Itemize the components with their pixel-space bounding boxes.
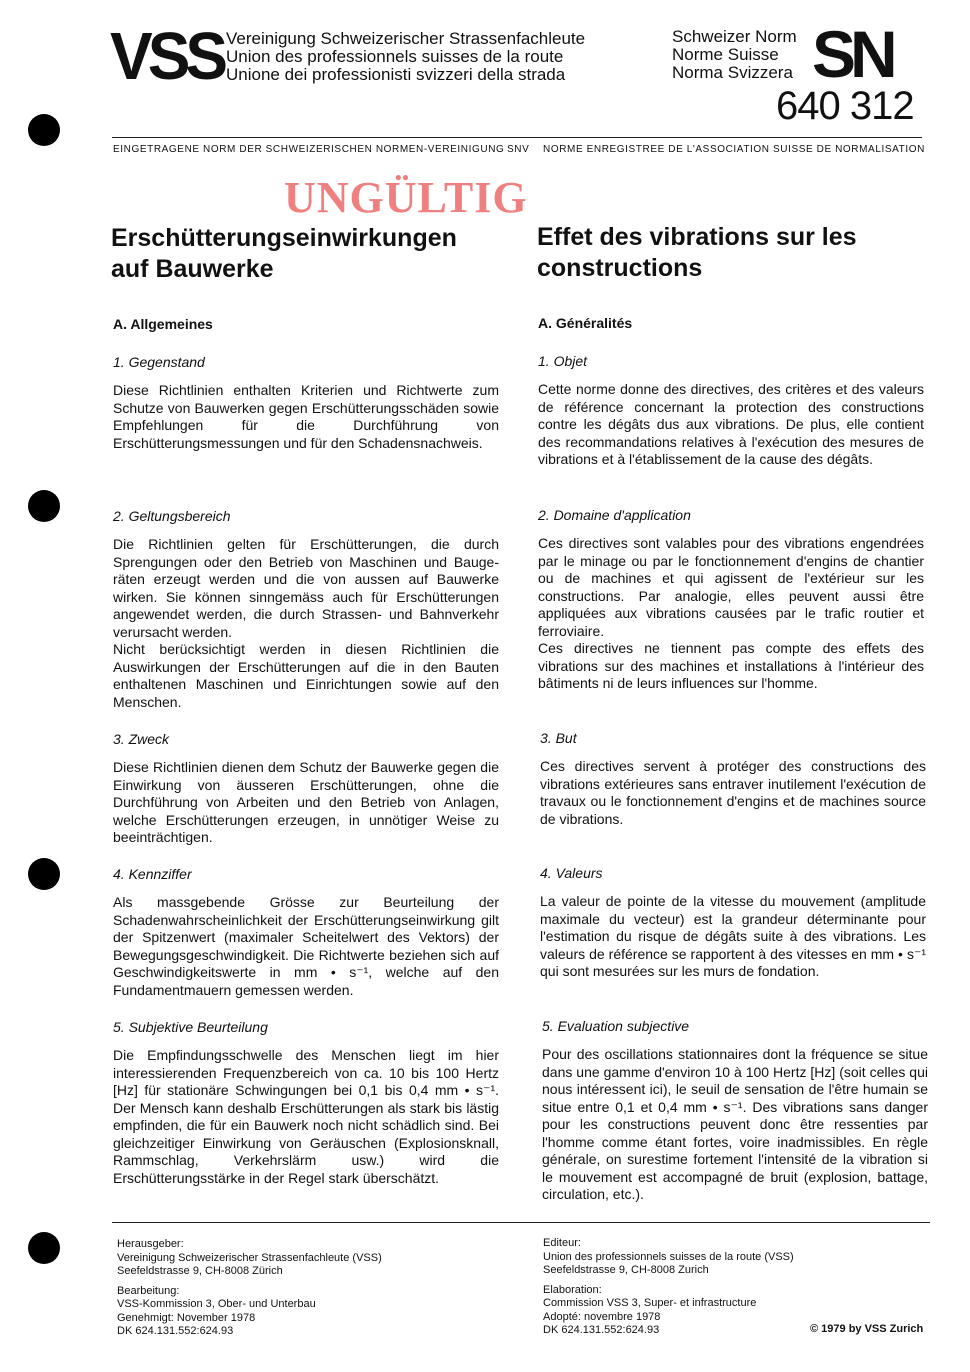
section-heading-de: A. Allgemeines	[113, 316, 213, 332]
subheading-de-2: 2. Geltungsbereich	[113, 508, 231, 524]
vss-logo: VSS	[110, 18, 224, 94]
organization-names	[226, 30, 585, 84]
paragraph-fr-2: Ces directives sont valables pour des vibrations engendrées par le minage ou par le fonctionnement d'engins de chantier ou de machines et qui agissent de l'extérieur sur les constructions. Par analogie, elles peuvent aussi être appliquées aux vibrations causées par le trafic routier et ferroviaire. Ces directives ne tiennent pas compte des effets des vibrations sur des machines et installations à l'intérieur des bâtiments ni de leurs influences sur l'homme.	[538, 535, 924, 691]
work-label-de: Bearbeitung:	[117, 1284, 180, 1297]
norm-label-de: Schweizer Norm	[672, 27, 797, 46]
work-line-de: VSS-Kommission 3, Ober- und Unterbau	[117, 1298, 316, 1310]
org-line-fr: Union des professionnels suisses de la route	[226, 47, 564, 66]
registration-abbr: SNV	[507, 144, 530, 155]
registration-de: EINGETRAGENE NORM DER SCHWEIZERISCHEN NORMEN-VEREINIGUNG	[113, 144, 505, 155]
paragraph-de-3: Diese Richtlinien dienen dem Schutz der Bauwerke gegen die Einwirkung von äusseren Erschütterungen, ohne die Durchführung von Arbeiten und den Betrieb von Anlagen, welche Erschütterungen erzeugen, in unnötiger Weise zu beeinträchtigen.	[113, 759, 499, 845]
registration-fr: NORME ENREGISTREE DE L'ASSOCIATION SUISSE DE NORMALISATION	[543, 144, 925, 155]
publisher-label-fr: Editeur:	[543, 1237, 581, 1249]
norm-labels	[672, 28, 797, 82]
paragraph-de-4: Als massgebende Grösse zur Beurteilung der Schadenwahrscheinlichkeit der Erschütterungseinwirkung gilt der Spitzenwert (maximaler Scheitelwert des Vektors) der Bewegungsgeschwindigkeit. Die Richtwerte beziehen sich auf Geschwindigkeitswerte in mm • s⁻¹, welche auf den Fundamentmauern gemessen werden.	[113, 894, 499, 998]
title-de-line: auf Bauwerke	[111, 255, 274, 283]
document-number: 640 312	[776, 84, 914, 128]
paragraph-de-5: Die Empfindungsschwelle des Menschen liegt im hier interessierenden Frequenzbereich von ca. 10 bis 100 Hertz [Hz] für stationäre Schwingungen bei 0,1 bis 0,4 mm • s⁻¹. Der Mensch kann deshalb Erschütterungen als stark bis lästig empfinden, die für ein Bauwerk noch nicht schädlich sind. Bei gleichzeitiger Einwirkung von Geräuschen (Explosionsknall, Rammschlag, Verkehrslärm usw.) wird die Erschütterungsstärke in der Regel stark überschätzt.	[113, 1047, 499, 1186]
footer-divider	[112, 1222, 930, 1223]
title-fr	[537, 222, 937, 284]
subheading-fr-1: 1. Objet	[538, 353, 588, 369]
publisher-line-fr: Union des professionnels suisses de la route (VSS)	[543, 1250, 794, 1263]
punch-hole	[28, 1232, 60, 1264]
work-line-fr: DK 624.131.552:624.93	[543, 1324, 660, 1336]
invalid-stamp: UNGÜLTIG	[284, 173, 528, 222]
punch-hole	[28, 858, 60, 890]
publisher-line-de: Seefeldstrasse 9, CH-8008 Zürich	[117, 1265, 283, 1277]
subheading-fr-5: 5. Evaluation subjective	[542, 1018, 690, 1034]
subheading-de-5: 5. Subjektive Beurteilung	[113, 1019, 268, 1035]
paragraph-de-2: Die Richtlinien gelten für Erschütterungen, die durch Sprengungen oder den Betrieb von Maschinen und Baugeräten erzeugt werden und die von aussen auf Bauwerke wirken. Sie können sinngemäss auch für Erschütterungen angewendet werden, die durch Strassen- und Bahnverkehr verursacht werden. Nicht berücksichtigt werden in diesen Richtlinien die Auswirkungen der Erschütterungen auf die in den Bauten enthaltenen Maschinen und Einrichtungen sowie auf den Menschen.	[113, 536, 499, 710]
subheading-fr-4: 4. Valeurs	[540, 865, 603, 881]
subheading-de-3: 3. Zweck	[113, 731, 170, 747]
norm-label-it: Norma Svizzera	[672, 63, 793, 82]
paragraph-fr-5: Pour des oscillations stationnaires dont la fréquence se situe dans une gamme d'environ 10 à 100 Hertz [Hz] (soit celles qui nous intéressent ici), le seuil de sensation de l'être humain se situe entre 0,1 et 0,4 mm • s⁻¹. Des vibrations sans danger pour les constructions peuvent donc être ressenties par l'homme comme étant fortes, voire inadmissibles. En règle générale, on surestime fortement l'intensité de la vibration si le mouvement est accompagné de bruit (explosion, battage, circulation, etc.).	[542, 1046, 928, 1202]
punch-hole	[28, 114, 60, 146]
norm-label-fr: Norme Suisse	[672, 45, 779, 64]
paragraph-de-1: Diese Richtlinien enthalten Kriterien und Richtwerte zum Schutze von Bauwerken gegen Erschütterungsschäden sowie Empfehlungen für die Durchführung von Erschütterungsmessungen und für den Schadensnachweis.	[113, 382, 499, 451]
title-de	[111, 223, 511, 285]
section-heading-fr: A. Généralités	[538, 315, 633, 331]
paragraph-fr-4: La valeur de pointe de la vitesse du mouvement (amplitude maximale du vecteur) est la grandeur déterminante pour l'estimation du risque de dégâts suite à des vibrations. Les valeurs de référence se rapportent à des vitesses en mm • s⁻¹ qui sont mesurées sur les murs de fondation.	[540, 893, 926, 979]
title-de-line: Erschütterungseinwirkungen	[111, 224, 457, 252]
sn-logo: SN	[812, 17, 892, 91]
subheading-de-4: 4. Kennziffer	[113, 866, 192, 882]
work-line-de: Genehmigt: November 1978	[117, 1311, 256, 1324]
paragraph-fr-1: Cette norme donne des directives, des critères et des valeurs de référence concernant la protection des constructions contre les dégâts dus aux vibrations. De plus, elle contient des recommandations relatives à l'exécution des mesures de vibrations et à l'établissement de la cause des dégâts.	[538, 381, 924, 467]
copyright: © 1979 by VSS Zurich	[810, 1323, 924, 1335]
footer-de	[117, 1238, 517, 1339]
org-line-it: Unione dei professionisti svizzeri della strada	[226, 65, 566, 84]
title-fr-line: constructions	[537, 254, 703, 282]
subheading-de-1: 1. Gegenstand	[113, 354, 205, 370]
work-line-fr: Commission VSS 3, Super- et infrastructure	[543, 1297, 757, 1309]
work-line-fr: Adopté: novembre 1978	[543, 1310, 661, 1323]
punch-hole	[28, 490, 60, 522]
paragraph-fr-3: Ces directives servent à protéger des constructions des vibrations extérieures sans entraver inutilement l'exécution de travaux ou le fonctionnement d'engins et de machines source de vibrations.	[540, 758, 926, 827]
footer-fr	[543, 1237, 803, 1338]
title-fr-line: Effet des vibrations sur les	[537, 223, 857, 251]
publisher-line-fr: Seefeldstrasse 9, CH-8008 Zurich	[543, 1264, 709, 1276]
work-line-de: DK 624.131.552:624.93	[117, 1325, 234, 1337]
subheading-fr-2: 2. Domaine d'application	[538, 507, 691, 523]
work-label-fr: Elaboration:	[543, 1283, 602, 1296]
subheading-fr-3: 3. But	[540, 730, 577, 746]
publisher-label-de: Herausgeber:	[117, 1238, 184, 1250]
publisher-line-de: Vereinigung Schweizerischer Strassenfachleute (VSS)	[117, 1251, 382, 1264]
org-line-de: Vereinigung Schweizerischer Strassenfachleute	[226, 29, 586, 48]
header-divider	[112, 137, 922, 138]
